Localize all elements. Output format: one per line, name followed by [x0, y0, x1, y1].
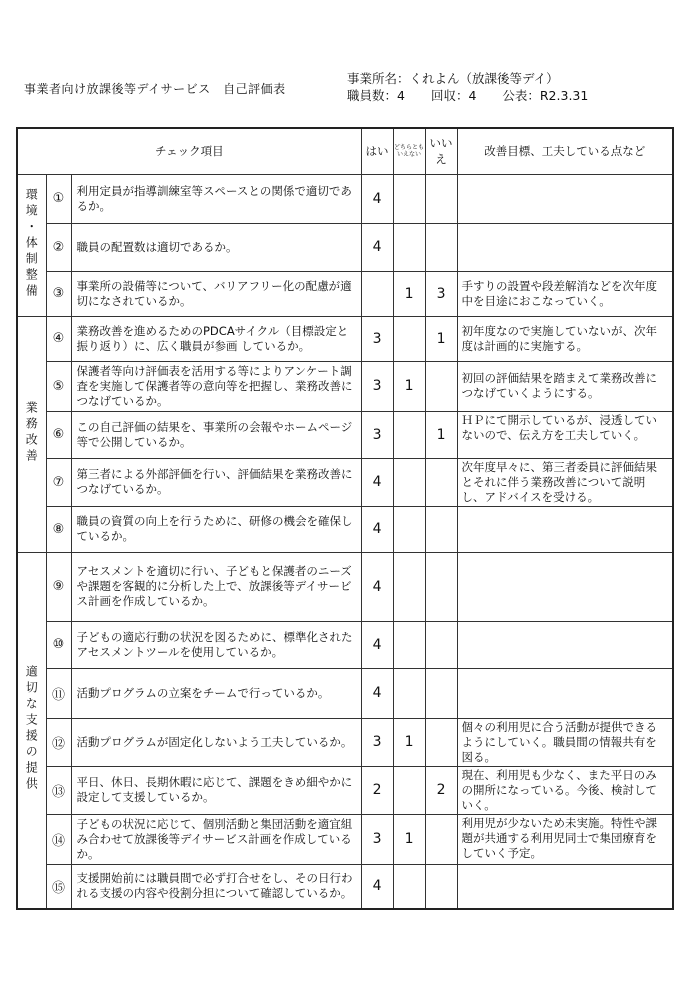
answer-neither: 1 — [393, 361, 425, 411]
item-number: ③ — [46, 271, 71, 316]
table-row — [17, 718, 673, 766]
answer-no — [425, 458, 457, 506]
item-number: ⑥ — [46, 411, 71, 458]
answer-no: 3 — [425, 271, 457, 316]
category-operations — [17, 316, 46, 552]
check-item-text: 保護者等向け評価表を活用する等によりアンケート調査を実施して保護者等の意向等を把握し、業務改善につなげているか。 — [71, 361, 361, 411]
check-item-text: この自己評価の結果を、事業所の会報やホームページ等で公開しているか。 — [71, 411, 361, 458]
item-number: ④ — [46, 316, 71, 361]
answer-neither — [393, 223, 425, 271]
answer-neither: 1 — [393, 814, 425, 864]
table-row — [17, 316, 673, 361]
answer-neither — [393, 864, 425, 909]
improvement-comment: 初回の評価結果を踏まえて業務改善につなげていくようにする。 — [457, 361, 673, 411]
table-row — [17, 766, 673, 814]
item-number: ⑪ — [46, 668, 71, 718]
category-label: 適切な支援の提供 — [24, 664, 39, 793]
check-item-text: 平日、休日、長期休暇に応じて、課題をきめ細やかに設定して支援しているか。 — [71, 766, 361, 814]
answer-neither — [393, 552, 425, 621]
check-item-text: 利用定員が指導訓練室等スペースとの関係で適切であるか。 — [71, 174, 361, 223]
answer-neither: 1 — [393, 718, 425, 766]
improvement-comment: ＨＰにて開示しているが、浸透していないので、伝え方を工夫していく。 — [457, 411, 673, 458]
table-row — [17, 361, 673, 411]
answer-neither — [393, 316, 425, 361]
table-row — [17, 458, 673, 506]
answer-no — [425, 223, 457, 271]
improvement-comment: 初年度なので実施していないが、次年度は計画的に実施する。 — [457, 316, 673, 361]
answer-yes: 4 — [361, 864, 393, 909]
self-evaluation-table — [16, 127, 674, 910]
check-item-text: 職員の配置数は適切であるか。 — [71, 223, 361, 271]
improvement-comment: 個々の利用児に合う活動が提供できるようにしていく。職員間の情報共有を図る。 — [457, 718, 673, 766]
answer-yes: 4 — [361, 621, 393, 668]
answer-no — [425, 814, 457, 864]
improvement-comment — [457, 506, 673, 552]
answer-no — [425, 361, 457, 411]
answer-yes: 4 — [361, 668, 393, 718]
page-title: 事業者向け放課後等デイサービス 自己評価表 — [24, 82, 286, 96]
staff-count: 職員数：4 — [347, 88, 405, 103]
check-item-text: 職員の資質の向上を行うために、研修の機会を確保しているか。 — [71, 506, 361, 552]
answer-yes: 3 — [361, 316, 393, 361]
published-date: 公表：R2.3.31 — [502, 88, 589, 103]
answer-yes: 4 — [361, 458, 393, 506]
item-number: ⑦ — [46, 458, 71, 506]
col-yes: はい — [361, 128, 393, 174]
answer-yes: 3 — [361, 361, 393, 411]
item-number: ⑮ — [46, 864, 71, 909]
table-row — [17, 271, 673, 316]
answer-no: 1 — [425, 316, 457, 361]
answer-no — [425, 506, 457, 552]
answer-no — [425, 718, 457, 766]
table-header-row — [17, 128, 673, 174]
answer-no — [425, 864, 457, 909]
item-number: ⑭ — [46, 814, 71, 864]
improvement-comment: 現在、利用児も少なく、また平日のみの開所になっている。今後、検討していく。 — [457, 766, 673, 814]
table-row — [17, 621, 673, 668]
answer-no: 1 — [425, 411, 457, 458]
improvement-comment: 利用児が少ないため未実施。特性や課題が共通する利用児同士で集団療育をしていく予定。 — [457, 814, 673, 864]
answer-neither — [393, 506, 425, 552]
item-number: ⑨ — [46, 552, 71, 621]
category-label: 業務改善 — [24, 400, 39, 465]
item-number: ⑩ — [46, 621, 71, 668]
table-row — [17, 668, 673, 718]
col-check-items: チェック項目 — [17, 128, 361, 174]
answer-neither — [393, 766, 425, 814]
answer-neither — [393, 668, 425, 718]
improvement-comment — [457, 174, 673, 223]
item-number: ⑬ — [46, 766, 71, 814]
table-row — [17, 814, 673, 864]
item-number: ② — [46, 223, 71, 271]
improvement-comment — [457, 864, 673, 909]
improvement-comment — [457, 552, 673, 621]
check-item-text: 事業所の設備等について、バリアフリー化の配慮が適切になされているか。 — [71, 271, 361, 316]
improvement-comment: 次年度早々に、第三者委員に評価結果とそれに伴う業務改善について説明し、アドバイスを受ける。 — [457, 458, 673, 506]
item-number: ⑤ — [46, 361, 71, 411]
item-number: ⑧ — [46, 506, 71, 552]
table-row — [17, 506, 673, 552]
check-item-text: アセスメントを適切に行い、子どもと保護者のニーズや課題を客観的に分析した上で、放課後等デイサービス計画を作成しているか。 — [71, 552, 361, 621]
table-row — [17, 223, 673, 271]
check-item-text: 業務改善を進めるためのPDCAサイクル（目標設定と振り返り）に、広く職員が参画 しているか。 — [71, 316, 361, 361]
answer-neither — [393, 174, 425, 223]
col-neither: どちらとも いえない — [393, 128, 425, 174]
answer-no: 2 — [425, 766, 457, 814]
facility-info — [347, 70, 588, 104]
table-row — [17, 411, 673, 458]
table-row — [17, 174, 673, 223]
answer-yes: 4 — [361, 223, 393, 271]
answer-no — [425, 621, 457, 668]
answer-yes: 4 — [361, 552, 393, 621]
answer-yes — [361, 271, 393, 316]
category-environment — [17, 174, 46, 316]
check-item-text: 支援開始前には職員間で必ず打合せをし、その日行われる支援の内容や役割分担について確認しているか。 — [71, 864, 361, 909]
col-no: いいえ — [425, 128, 457, 174]
answer-no — [425, 668, 457, 718]
col-comment: 改善目標、工夫している点など — [457, 128, 673, 174]
check-item-text: 子どもの適応行動の状況を図るために、標準化されたアセスメントツールを使用しているか。 — [71, 621, 361, 668]
check-item-text: 第三者による外部評価を行い、評価結果を業務改善につなげているか。 — [71, 458, 361, 506]
improvement-comment: 手すりの設置や段差解消などを次年度中を目途におこなっていく。 — [457, 271, 673, 316]
table-row — [17, 552, 673, 621]
answer-neither: 1 — [393, 271, 425, 316]
improvement-comment — [457, 668, 673, 718]
category-support — [17, 552, 46, 909]
item-number: ① — [46, 174, 71, 223]
answer-yes: 3 — [361, 411, 393, 458]
collected-count: 回収：4 — [430, 88, 477, 103]
answer-yes: 4 — [361, 506, 393, 552]
facility-name: 事業所名：くれよん（放課後等デイ） — [347, 71, 559, 86]
answer-neither — [393, 411, 425, 458]
check-item-text: 活動プログラムが固定化しないよう工夫しているか。 — [71, 718, 361, 766]
answer-yes: 4 — [361, 174, 393, 223]
answer-yes: 2 — [361, 766, 393, 814]
answer-yes: 3 — [361, 814, 393, 864]
check-item-text: 子どもの状況に応じて、個別活動と集団活動を適宜組み合わせて放課後等デイサービス計画を作成しているか。 — [71, 814, 361, 864]
check-item-text: 活動プログラムの立案をチームで行っているか。 — [71, 668, 361, 718]
table-row — [17, 864, 673, 909]
answer-no — [425, 174, 457, 223]
improvement-comment — [457, 621, 673, 668]
answer-neither — [393, 621, 425, 668]
item-number: ⑫ — [46, 718, 71, 766]
answer-neither — [393, 458, 425, 506]
answer-no — [425, 552, 457, 621]
answer-yes: 3 — [361, 718, 393, 766]
improvement-comment — [457, 223, 673, 271]
category-label: 環境・体制整備 — [24, 187, 39, 300]
